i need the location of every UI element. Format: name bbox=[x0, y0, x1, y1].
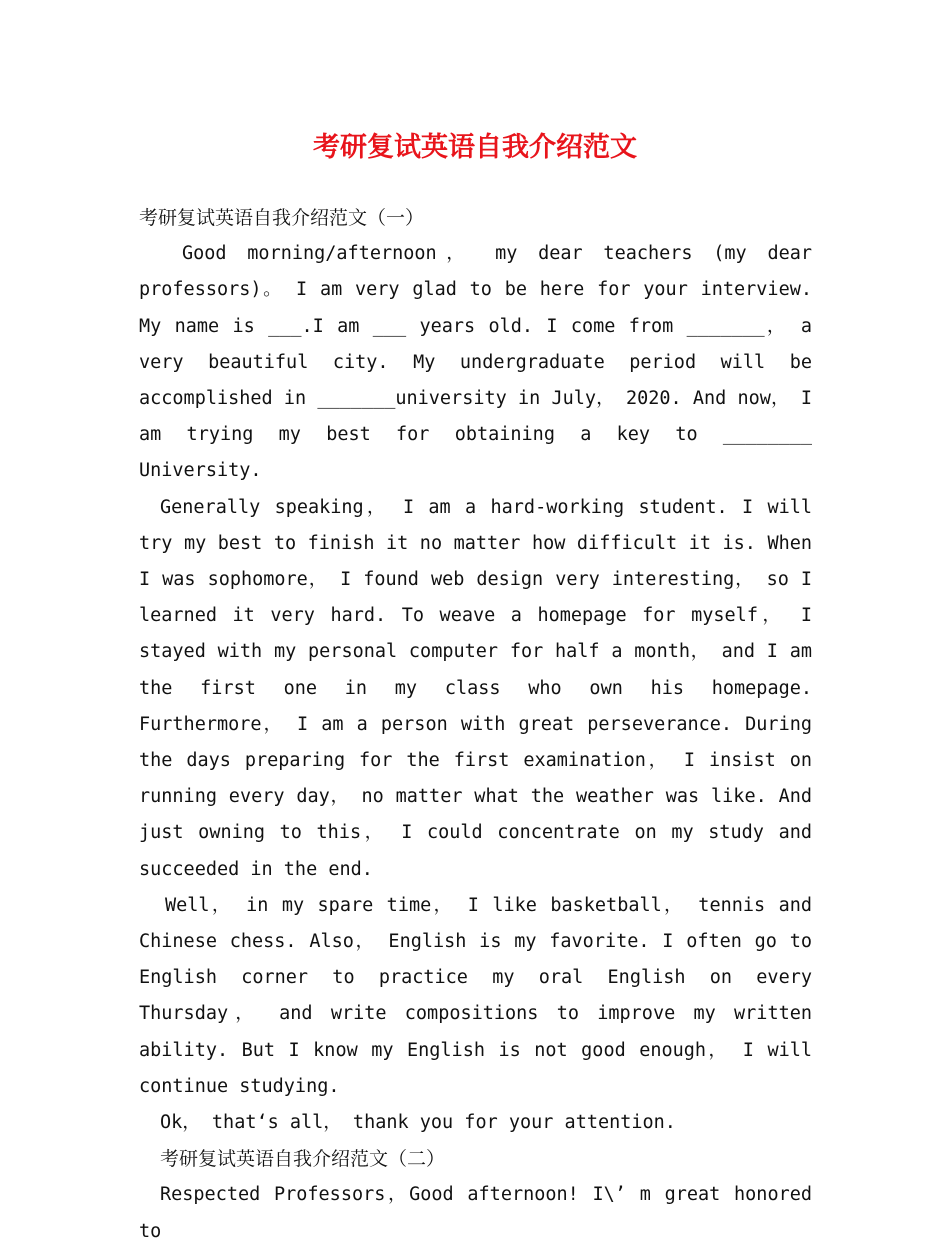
document-body bbox=[139, 200, 812, 1250]
paragraph-personality: Generally speaking， I am a hard-working student. I will try my best to finish it no matter how difficult it is. When I was sophomore， I found web design very interesting， so I learned it very hard. To weave a homepage for myself， I stayed with my personal computer for half a month， and I am the first one in my class who own his homepage. Furthermore， I am a person with great perseverance. During the days preparing for the first examination， I insist on running every day， no matter what the weather was like. And just owning to this， I could concentrate on my study and succeeded in the end. bbox=[139, 496, 812, 880]
paragraph-second-intro: Respected Professors，Good afternoon! I\’ m great honored to bbox=[139, 1184, 812, 1242]
paragraph-greeting: Good morning/afternoon， my dear teachers (my dear professors)。 I am very glad to be here for your interview. My name is ___.I am ___ years old. I come from _______， a very beautiful city. My undergraduate period will be accomplished in _______university in July， 2020. And now， I am trying my best for obtaining a key to ________ University. bbox=[139, 243, 812, 482]
paragraph-hobbies: Well， in my spare time， I like basketball， tennis and Chinese chess. Also， English is my favorite. I often go to English corner to practice my oral English on every Thursday， and write compositions to improve my written ability. But I know my English is not good enough， I will continue studying. bbox=[139, 894, 812, 1097]
section-heading-2: 考研复试英语自我介绍范文（二） bbox=[160, 1148, 446, 1171]
paragraph-closing: Ok， that‘s all， thank you for your attention. bbox=[160, 1112, 676, 1134]
document-title: 考研复试英语自我介绍范文 bbox=[313, 132, 637, 163]
section-heading-1: 考研复试英语自我介绍范文（一） bbox=[139, 207, 425, 229]
